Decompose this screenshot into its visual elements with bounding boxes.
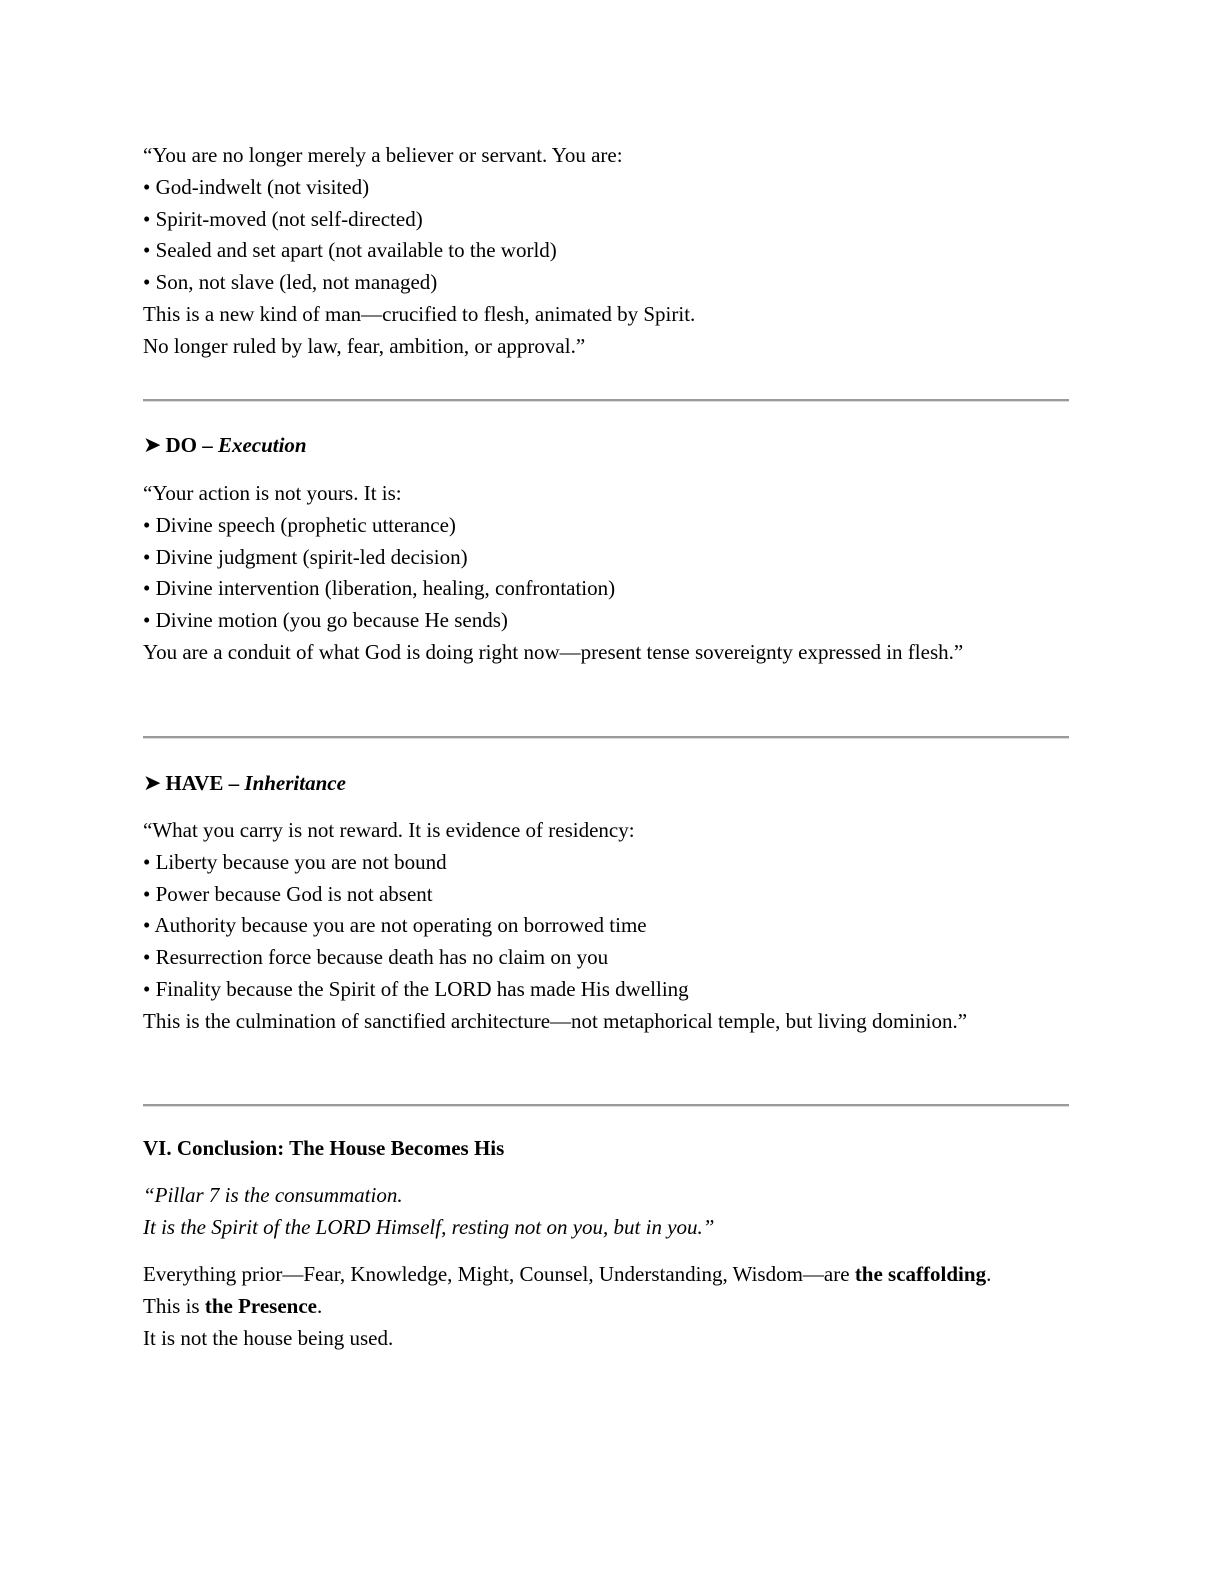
bullet-item: • Son, not slave (led, not managed): [143, 270, 438, 295]
closing-line: This is a new kind of man—crucified to flesh, animated by Spirit.: [143, 301, 696, 326]
section-do-heading: [143, 430, 307, 461]
section-have-label: HAVE –: [165, 771, 240, 795]
horizontal-divider: [143, 399, 1069, 402]
section-be-intro: “You are no longer merely a believer or servant. You are:: [143, 143, 623, 167]
bullet-item: • God-indwelt (not visited): [143, 174, 370, 199]
horizontal-divider: [143, 1104, 1069, 1107]
bullet-item: • Authority because you are not operating on borrowed time: [143, 913, 647, 938]
emphasis-text: the Presence: [204, 1293, 317, 1318]
bullet-item: • Sealed and set apart (not available to the world): [143, 238, 557, 263]
section-do-label: DO –: [165, 433, 213, 457]
section-have-intro: “What you carry is not reward. It is evidence of residency:: [143, 818, 635, 842]
section-do-intro: “Your action is not yours. It is:: [143, 481, 402, 505]
bullet-item: • Liberty because you are not bound: [143, 849, 447, 874]
emphasis-text: the scaffolding: [854, 1262, 987, 1286]
section-have-heading: [143, 768, 346, 799]
quote-line: It is the Spirit of the LORD Himself, resting not on you, but in you.”: [143, 1214, 715, 1239]
section-have-body: [143, 815, 1069, 1038]
conclusion-heading: VI. Conclusion: The House Becomes His: [143, 1136, 505, 1160]
conclusion-line: It is not the house being used.: [143, 1325, 394, 1350]
conclusion-body: [143, 1259, 1069, 1354]
conclusion-line: [143, 1291, 1069, 1323]
paragraph-text: .: [986, 1262, 992, 1286]
closing-line: No longer ruled by law, fear, ambition, or approval.”: [143, 333, 586, 358]
arrow-icon: ➤: [143, 771, 162, 796]
section-have-subtitle: Inheritance: [244, 771, 346, 795]
bullet-item: • Spirit-moved (not self-directed): [143, 206, 423, 231]
bullet-item: • Divine judgment (spirit-led decision): [143, 544, 468, 569]
bullet-item: • Divine motion (you go because He sends): [143, 608, 508, 633]
paragraph-text: This is: [143, 1293, 205, 1318]
conclusion-quote: [143, 1180, 1069, 1244]
paragraph-text: Everything prior—Fear, Knowledge, Might, Counsel, Understanding, Wisdom—are: [143, 1262, 855, 1286]
quote-line: “Pillar 7 is the consummation.: [143, 1183, 403, 1207]
bullet-item: • Resurrection force because death has no claim on you: [143, 945, 609, 970]
section-do-body: [143, 478, 1069, 669]
section-be: [143, 140, 1069, 363]
closing-paragraph: You are a conduit of what God is doing right now—present tense sovereignty expressed in flesh.”: [143, 639, 964, 664]
arrow-icon: ➤: [143, 433, 162, 458]
bullet-item: • Divine speech (prophetic utterance): [143, 512, 456, 537]
section-do-subtitle: Execution: [217, 433, 307, 457]
bullet-item: • Power because God is not absent: [143, 881, 433, 906]
paragraph-text: .: [317, 1293, 323, 1318]
conclusion-paragraph: [143, 1259, 1003, 1291]
horizontal-divider: [143, 736, 1069, 739]
bullet-item: • Finality because the Spirit of the LORD has made His dwelling: [143, 976, 689, 1001]
bullet-item: • Divine intervention (liberation, healing, confrontation): [143, 576, 616, 601]
closing-paragraph: This is the culmination of sanctified architecture—not metaphorical temple, but living dominion.”: [143, 1008, 968, 1033]
